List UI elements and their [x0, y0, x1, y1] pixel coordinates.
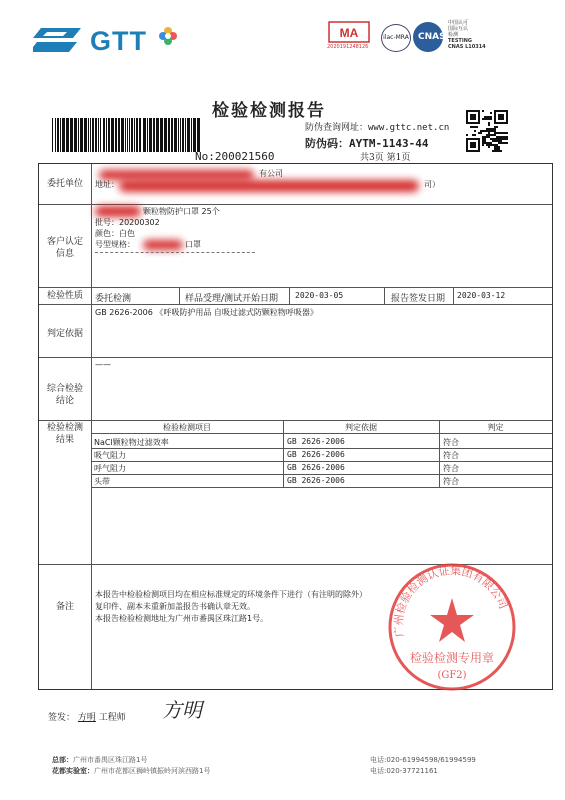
redaction	[119, 180, 419, 192]
basis-label: 判定依据	[46, 329, 83, 339]
remarks-label: 备注	[55, 602, 74, 612]
svg-text:广州检验检测认证集团有限公司: 广州检验检测认证集团有限公司	[392, 564, 510, 638]
result-verdict: 符合	[443, 438, 459, 447]
sign-row	[48, 710, 126, 723]
result-item: 呼气阻力	[94, 464, 126, 473]
flower-logo-icon	[158, 26, 178, 46]
result-basis: GB 2626-2006	[287, 450, 345, 459]
result-basis: GB 2626-2006	[287, 476, 345, 485]
official-seal-image	[385, 560, 520, 695]
conclusion-value: ——	[95, 360, 111, 369]
client-label: 委托单位	[46, 179, 83, 189]
barcode-image	[52, 118, 200, 152]
anticounterfeit-code: 防伪码：AYTM-1143-44	[305, 137, 429, 150]
nature-value: 委托检测	[95, 294, 132, 304]
conclusion-label: 综合检验 结论	[46, 384, 83, 406]
report-number: No:200021560	[195, 150, 275, 163]
customer-info-label: 客户认定 信息	[46, 237, 83, 259]
result-verdict: 符合	[443, 451, 459, 460]
date-label: 样品受理/测试开始日期	[185, 294, 279, 304]
result-item: NaCl颗粒物过滤效率	[94, 438, 169, 447]
gtt-logo-icon	[33, 26, 83, 54]
signer-title: 工程师	[98, 713, 126, 723]
svg-text:方明: 方明	[162, 698, 202, 722]
svg-text:检验检测专用章: 检验检测专用章	[409, 651, 495, 665]
basis-value: GB 2626-2006 《呼吸防护用品 自吸过滤式防颗粒物呼吸器》	[95, 308, 318, 317]
date-value: 2020-03-05	[295, 291, 344, 300]
product-name: 颗粒物防护口罩 25个	[143, 207, 220, 216]
ilac-icon: ilac-MRA	[381, 24, 411, 52]
footer-lab-row: 花都实验室：广州市花都区狮岭镇振岭河滨西路1号 电话:020-37721161	[52, 767, 438, 775]
page-count: 共3页 第1页	[360, 153, 411, 163]
issue-date-label: 报告签发日期	[391, 294, 446, 304]
query-website: 防伪查询网址：www.gttc.net.cn	[305, 123, 450, 133]
footer	[52, 755, 542, 777]
brand-name: GTT	[90, 26, 147, 56]
results-header-verdict: 判定	[487, 423, 504, 432]
redaction	[99, 170, 254, 180]
cnas-caption: 中国认可 国际互认 检测 TESTING CNAS L10314	[448, 20, 486, 50]
model-spec: 号型规格：	[95, 240, 135, 249]
signer-name: 方明	[77, 713, 96, 723]
batch-number: 批号：20200302	[95, 218, 160, 227]
report-title: 检验检测报告	[212, 101, 326, 121]
model-suffix: 口罩	[185, 240, 201, 249]
product-color: 颜色：白色	[95, 229, 135, 238]
svg-text:MA: MA	[339, 26, 359, 40]
remarks-line: 本报告检验检测地址为广州市番禺区珠江路1号。	[95, 614, 269, 623]
result-verdict: 符合	[443, 464, 459, 473]
result-basis: GB 2626-2006	[287, 463, 345, 472]
results-label: 检验检测 结果	[46, 423, 83, 445]
result-basis: GB 2626-2006	[287, 437, 345, 446]
remarks-line: 复印件、副本未重新加盖报告书确认章无效。	[95, 602, 255, 611]
result-item: 吸气阻力	[94, 451, 126, 460]
qr-code-image	[466, 110, 508, 152]
footer-hq-row: 总部：广州市番禺区珠江路1号 电话:020-61994598/61994599	[52, 756, 476, 764]
client-address-prefix: 地址：	[95, 180, 119, 189]
results-header-basis: 判定依据	[345, 423, 377, 432]
cma-caption: 2020191248126	[327, 44, 369, 50]
cnas-label: CNAS	[418, 32, 446, 42]
issue-date-value: 2020-03-12	[457, 291, 506, 300]
nature-label: 检验性质	[46, 291, 83, 301]
handwritten-signature-image	[160, 695, 220, 725]
result-verdict: 符合	[443, 477, 459, 486]
result-item: 头带	[94, 477, 110, 486]
results-header-item: 检验检测项目	[163, 423, 211, 432]
svg-text:(GF2): (GF2)	[437, 670, 467, 681]
remarks-line: 本报告中检验检测项目均在相应标准规定的环境条件下进行（有注明的除外）	[95, 590, 367, 599]
sign-label: 签发：	[48, 713, 76, 723]
redaction	[143, 240, 183, 250]
client-address-suffix: 司）	[424, 180, 440, 189]
client-name-suffix: 有公司	[259, 169, 283, 178]
redaction	[95, 206, 141, 217]
certification-logos	[325, 18, 535, 56]
